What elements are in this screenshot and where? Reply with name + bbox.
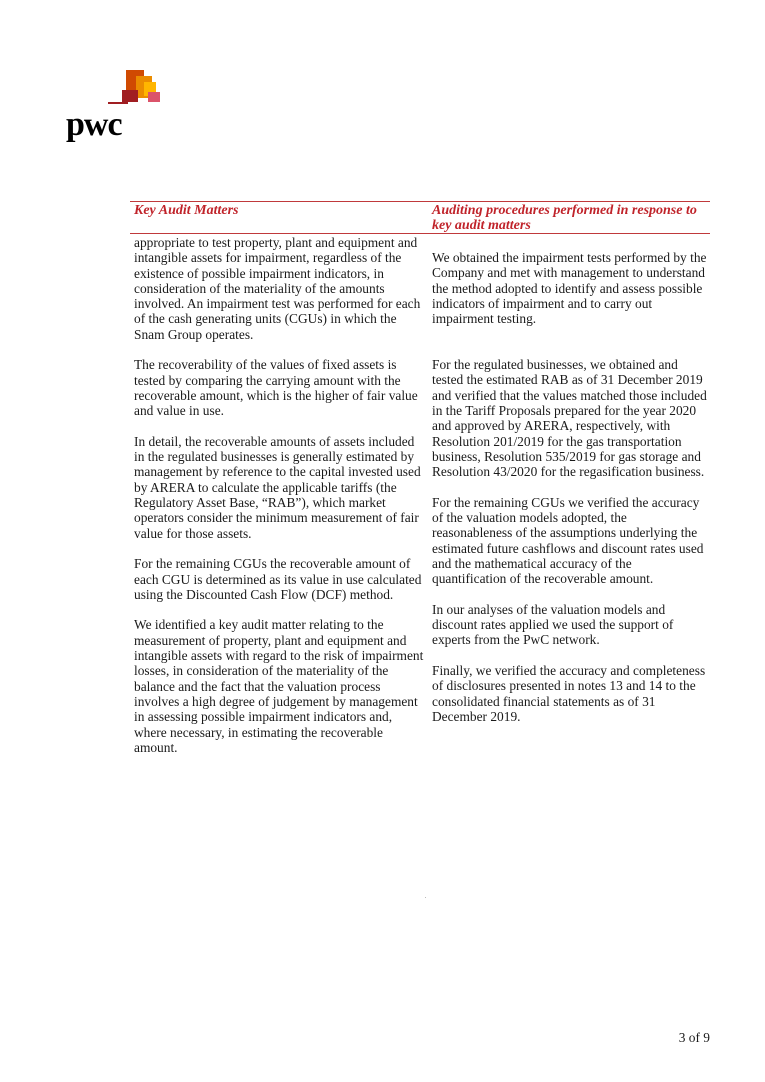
- left-paragraph: appropriate to test property, plant and equipment and intangible assets for impairment, regardless of the existence of possible impairment indicators, in consideration of the materiality of the amounts involved. An impairment test was performed for each of the cash generating units (CGUs) in which the Snam Group operates.: [134, 235, 421, 342]
- right-paragraph: In our analyses of the valuation models and discount rates applied we used the support of experts from the PwC network.: [432, 601, 674, 648]
- right-paragraph: For the regulated businesses, we obtained and tested the estimated RAB as of 31 December 2019 and verified that the values matched those included in the Tariff Proposals prepared for the year 2020 and approved by ARERA, respectively, with Resolution 201/2019 for the gas transportation business, Resolution 535/2019 for gas storage and Resolution 43/2020 for the regasification business.: [432, 357, 707, 480]
- header-top-rule: [130, 201, 710, 202]
- pwc-logo-blocks-icon: [66, 70, 166, 110]
- pwc-logo: [66, 70, 166, 144]
- right-paragraph: We obtained the impairment tests performed by the Company and met with management to understand the method adopted to identify and assess possible indicators of impairment and to carry out impairment testing.: [432, 250, 707, 327]
- header-key-audit-matters: Key Audit Matters: [134, 203, 239, 218]
- pwc-wordmark: pwc: [66, 106, 122, 143]
- header-bottom-rule: [130, 233, 710, 234]
- right-paragraph: Finally, we verified the accuracy and completeness of disclosures presented in notes 13 and 14 to the consolidated financial statements as of 31 December 2019.: [432, 663, 706, 724]
- right-paragraph: For the remaining CGUs we verified the accuracy of the valuation models adopted, the reasonableness of the assumptions underlying the estimated future cashflows and discount rates used and the mathematical accuracy of the quantification of the recoverable amount.: [432, 494, 704, 587]
- left-paragraph: The recoverability of the values of fixed assets is tested by comparing the carrying amount with the recoverable amount, which is the higher of fair value and value in use.: [134, 357, 418, 419]
- stray-mark: [425, 897, 426, 898]
- left-paragraph: In detail, the recoverable amounts of assets included in the regulated businesses is generally estimated by management by reference to the capital invested used by ARERA to calculate the applicable tariffs (the Regulatory Asset Base, “RAB”), which market operators consider the minimum measurement of fair value for those assets.: [134, 433, 421, 541]
- left-paragraph: We identified a key audit matter relating to the measurement of property, plant and equipment and intangible assets with regard to the risk of impairment losses, in consideration of the materiality of the balance and the fact that the valuation process involves a high degree of judgement by management in assessing possible impairment indicators and, where necessary, in estimating the recoverable amount.: [134, 617, 424, 755]
- auditing-procedures-column: [432, 250, 707, 724]
- header-auditing-procedures: Auditing procedures performed in response to key audit matters: [432, 203, 697, 233]
- key-audit-matters-column: [134, 235, 424, 755]
- page-number: 3 of 9: [678, 1030, 710, 1045]
- left-paragraph: For the remaining CGUs the recoverable amount of each CGU is determined as its value in use calculated using the Discounted Cash Flow (DCF) method.: [134, 556, 422, 602]
